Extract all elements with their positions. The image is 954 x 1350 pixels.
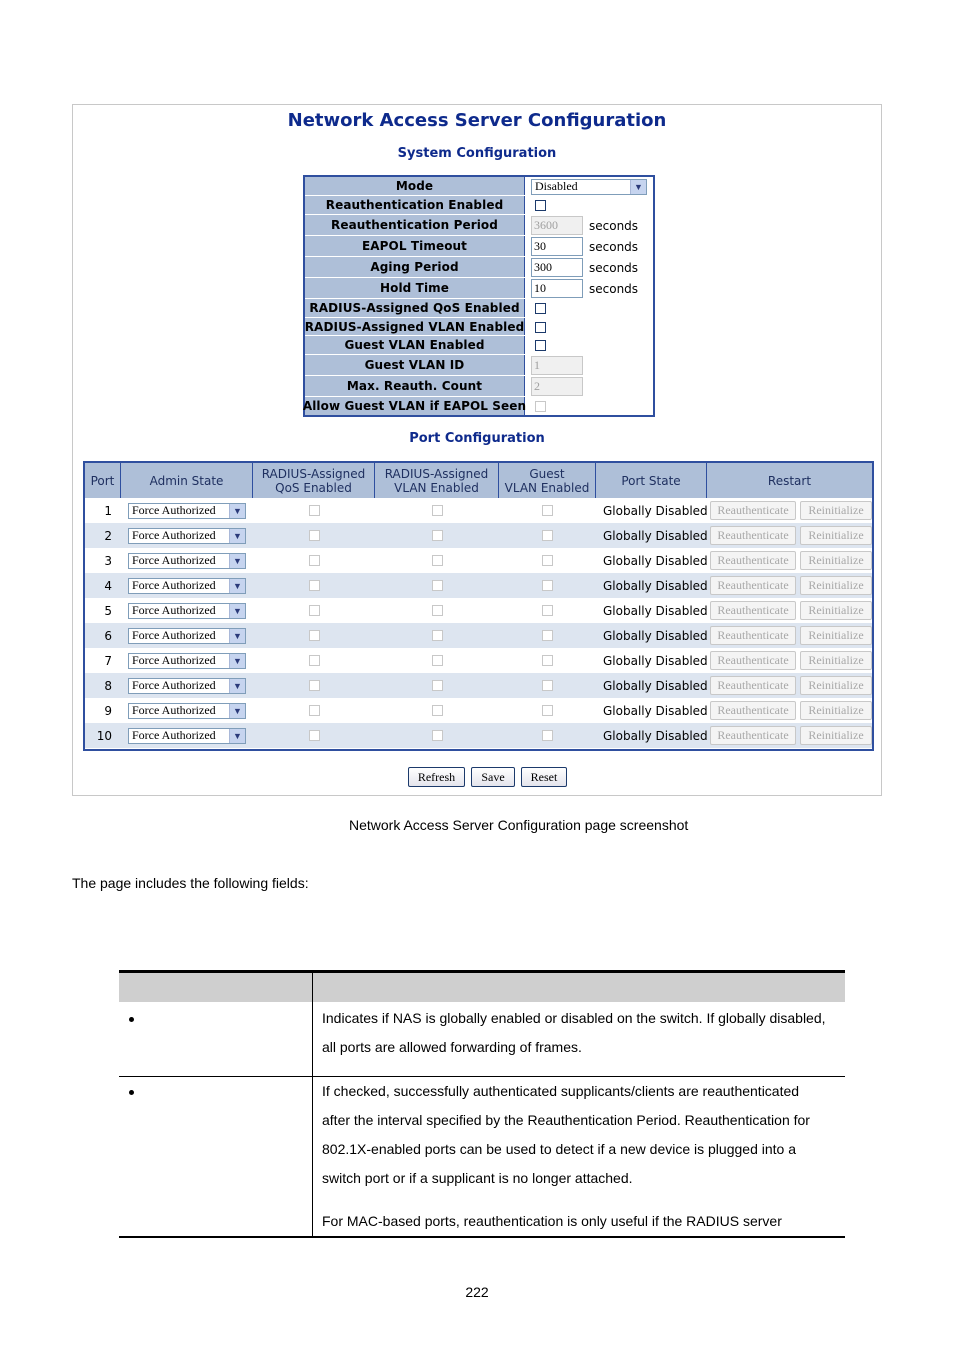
table-row: [85, 648, 872, 673]
chevron-down-icon: ▼: [229, 529, 245, 543]
guest-vlan-enabled-checkbox[interactable]: [535, 340, 546, 351]
port-number: 4: [104, 578, 112, 593]
admin-state-select[interactable]: [128, 678, 246, 694]
reauth-period-input[interactable]: 3600: [531, 216, 583, 235]
col-radius-qos-line1: RADIUS-Assigned: [261, 466, 366, 481]
radius-vlan-port-checkbox[interactable]: [432, 630, 443, 641]
guest-vlan-port-checkbox[interactable]: [542, 730, 553, 741]
reauthenticate-button[interactable]: Reauthenticate: [710, 501, 796, 520]
admin-state-value: Force Authorized: [132, 628, 216, 642]
col-admin-state: Admin State: [121, 463, 253, 498]
chevron-down-icon: ▼: [229, 604, 245, 618]
reauthenticate-button[interactable]: Reauthenticate: [710, 551, 796, 570]
max-reauth-row: [305, 376, 653, 397]
hold-time-unit: seconds: [589, 281, 639, 296]
port-number: 7: [104, 653, 112, 668]
radius-vlan-label: RADIUS-Assigned VLAN Enabled: [304, 319, 525, 334]
chevron-down-icon: ▼: [630, 180, 646, 194]
reinitialize-button[interactable]: Reinitialize: [800, 501, 872, 520]
col-radius-vlan-line2: VLAN Enabled: [394, 480, 479, 495]
port-state: Globally Disabled: [603, 653, 708, 668]
table-row: [85, 723, 872, 748]
radius-qos-port-checkbox[interactable]: [309, 605, 320, 616]
save-button[interactable]: Save: [471, 767, 515, 787]
reauthenticate-button[interactable]: Reauthenticate: [710, 626, 796, 645]
mode-select[interactable]: [531, 179, 647, 195]
port-number: 3: [104, 553, 112, 568]
desc-line: all ports are allowed forwarding of frames.: [322, 1039, 582, 1055]
system-config-heading: System Configuration: [397, 146, 557, 161]
port-state: Globally Disabled: [603, 678, 708, 693]
radius-vlan-checkbox[interactable]: [535, 322, 546, 333]
max-reauth-input[interactable]: 2: [531, 377, 583, 396]
col-radius-vlan-line1: RADIUS-Assigned: [384, 466, 489, 481]
system-config-table: [303, 175, 655, 417]
port-state: Globally Disabled: [603, 628, 708, 643]
aging-period-unit: seconds: [589, 260, 639, 275]
column-divider: [312, 970, 313, 1238]
refresh-button[interactable]: Refresh: [408, 767, 465, 787]
desc-line: 802.1X-enabled ports can be used to detect if a new device is plugged into a: [322, 1141, 796, 1157]
col-radius-qos: [253, 463, 375, 498]
chevron-down-icon: ▼: [229, 504, 245, 518]
eapol-timeout-row: [305, 236, 653, 257]
port-config-table: [83, 461, 874, 751]
guest-vlan-port-checkbox[interactable]: [542, 630, 553, 641]
field-desc-reauth: [322, 1077, 842, 1236]
port-number: 1: [104, 503, 112, 518]
port-state: Globally Disabled: [603, 703, 708, 718]
col-restart: Restart: [707, 463, 872, 498]
chevron-down-icon: ▼: [229, 729, 245, 743]
admin-state-value: Force Authorized: [132, 503, 216, 517]
chevron-down-icon: ▼: [229, 629, 245, 643]
page-number: 222: [465, 1284, 489, 1300]
radius-vlan-port-checkbox[interactable]: [432, 655, 443, 666]
aging-period-row: [305, 257, 653, 278]
bullet-icon: [129, 1017, 134, 1022]
desc-line: after the interval specified by the Reauthentication Period. Reauthentication for: [322, 1112, 810, 1128]
admin-state-select[interactable]: [128, 728, 246, 744]
reinitialize-button[interactable]: Reinitialize: [800, 526, 872, 545]
guest-vlan-id-input[interactable]: 1: [531, 356, 583, 375]
admin-state-value: Force Authorized: [132, 728, 216, 742]
mode-label: Mode: [305, 177, 525, 195]
reauth-enabled-checkbox[interactable]: [535, 200, 546, 211]
guest-vlan-id-label: Guest VLAN ID: [305, 355, 525, 375]
reauth-period-label: Reauthentication Period: [305, 215, 525, 235]
mode-select-value: Disabled: [535, 179, 578, 193]
port-config-heading: Port Configuration: [409, 431, 545, 446]
desc-line: Indicates if NAS is globally enabled or disabled on the switch. If globally disabled,: [322, 1010, 826, 1026]
radius-vlan-port-checkbox[interactable]: [432, 580, 443, 591]
col-guest-vlan: [499, 463, 596, 498]
port-state: Globally Disabled: [603, 603, 708, 618]
admin-state-select[interactable]: [128, 553, 246, 569]
nas-config-screenshot: [72, 104, 882, 796]
eapol-timeout-label: EAPOL Timeout: [305, 236, 525, 256]
hold-time-input[interactable]: 10: [531, 279, 583, 298]
radius-vlan-port-checkbox[interactable]: [432, 605, 443, 616]
desc-line: For MAC-based ports, reauthentication is only useful if the RADIUS server: [322, 1213, 782, 1229]
port-number: 10: [96, 728, 112, 743]
chevron-down-icon: ▼: [229, 679, 245, 693]
port-state: Globally Disabled: [603, 578, 708, 593]
chevron-down-icon: ▼: [229, 704, 245, 718]
reinitialize-button[interactable]: Reinitialize: [800, 701, 872, 720]
port-state: Globally Disabled: [603, 728, 708, 743]
radius-qos-port-checkbox[interactable]: [309, 705, 320, 716]
radius-qos-label: RADIUS-Assigned QoS Enabled: [305, 299, 525, 317]
admin-state-value: Force Authorized: [132, 578, 216, 592]
desc-line: If checked, successfully authenticated supplicants/clients are reauthenticated: [322, 1083, 800, 1099]
col-guest-vlan-line1: Guest: [529, 466, 565, 481]
radius-qos-port-checkbox[interactable]: [309, 580, 320, 591]
col-port-state: Port State: [596, 463, 707, 498]
admin-state-value: Force Authorized: [132, 653, 216, 667]
radius-qos-port-checkbox[interactable]: [309, 505, 320, 516]
reauthenticate-button[interactable]: Reauthenticate: [710, 651, 796, 670]
radius-qos-port-checkbox[interactable]: [309, 730, 320, 741]
radius-vlan-port-checkbox[interactable]: [432, 530, 443, 541]
reinitialize-button[interactable]: Reinitialize: [800, 651, 872, 670]
radius-qos-port-checkbox[interactable]: [309, 680, 320, 691]
col-port: Port: [85, 463, 121, 498]
radius-qos-port-checkbox[interactable]: [309, 555, 320, 566]
guest-vlan-port-checkbox[interactable]: [542, 705, 553, 716]
radius-vlan-row: [305, 318, 653, 336]
reauthenticate-button[interactable]: Reauthenticate: [710, 726, 796, 745]
reinitialize-button[interactable]: Reinitialize: [800, 626, 872, 645]
admin-state-select[interactable]: [128, 628, 246, 644]
table-row: [85, 548, 872, 573]
admin-state-select[interactable]: [128, 503, 246, 519]
reinitialize-button[interactable]: Reinitialize: [800, 551, 872, 570]
table-row: [85, 573, 872, 598]
port-number: 9: [104, 703, 112, 718]
mode-row: [305, 177, 653, 196]
reauthenticate-button[interactable]: Reauthenticate: [710, 676, 796, 695]
col-radius-qos-line2: QoS Enabled: [275, 480, 352, 495]
hold-time-label: Hold Time: [305, 278, 525, 298]
guest-vlan-port-checkbox[interactable]: [542, 605, 553, 616]
aging-period-input[interactable]: 300: [531, 258, 583, 277]
admin-state-select[interactable]: [128, 703, 246, 719]
guest-vlan-port-checkbox[interactable]: [542, 505, 553, 516]
admin-state-value: Force Authorized: [132, 678, 216, 692]
admin-state-value: Force Authorized: [132, 553, 216, 567]
guest-vlan-port-checkbox[interactable]: [542, 555, 553, 566]
fields-table-header: [119, 970, 845, 1002]
aging-period-label: Aging Period: [305, 257, 525, 277]
guest-vlan-enabled-label: Guest VLAN Enabled: [305, 336, 525, 354]
reauth-period-unit: seconds: [589, 218, 639, 233]
admin-state-select[interactable]: [128, 528, 246, 544]
radius-qos-port-checkbox[interactable]: [309, 655, 320, 666]
table-row: [85, 598, 872, 623]
port-state: Globally Disabled: [603, 528, 708, 543]
radius-qos-port-checkbox[interactable]: [309, 630, 320, 641]
table-row: [85, 673, 872, 698]
hold-time-row: [305, 278, 653, 299]
col-guest-vlan-line2: VLAN Enabled: [504, 480, 590, 495]
desc-line: switch port or if a supplicant is no longer attached.: [322, 1170, 633, 1186]
chevron-down-icon: ▼: [229, 579, 245, 593]
port-number: 8: [104, 678, 112, 693]
reauth-enabled-label: Reauthentication Enabled: [305, 196, 525, 214]
reauthenticate-button[interactable]: Reauthenticate: [710, 601, 796, 620]
table-bottom-rule: [119, 1236, 845, 1238]
guest-vlan-port-checkbox[interactable]: [542, 655, 553, 666]
table-row: [85, 698, 872, 723]
port-number: 6: [104, 628, 112, 643]
table-row: [85, 523, 872, 548]
max-reauth-label: Max. Reauth. Count: [305, 376, 525, 396]
fields-table: [119, 970, 845, 1240]
port-number: 5: [104, 603, 112, 618]
eapol-timeout-unit: seconds: [589, 239, 639, 254]
reauth-enabled-row: [305, 196, 653, 215]
port-state: Globally Disabled: [603, 503, 708, 518]
admin-state-select[interactable]: [128, 603, 246, 619]
reinitialize-button[interactable]: Reinitialize: [800, 576, 872, 595]
radius-qos-row: [305, 299, 653, 318]
screenshot-caption: Network Access Server Configuration page screenshot: [349, 817, 689, 833]
intro-text: The page includes the following fields:: [72, 875, 309, 891]
admin-state-value: Force Authorized: [132, 703, 216, 717]
guest-vlan-port-checkbox[interactable]: [542, 680, 553, 691]
guest-vlan-port-checkbox[interactable]: [542, 530, 553, 541]
reauth-period-row: [305, 215, 653, 236]
chevron-down-icon: ▼: [229, 654, 245, 668]
allow-guest-row: [302, 397, 653, 415]
radius-vlan-port-checkbox[interactable]: [432, 555, 443, 566]
reset-button[interactable]: Reset: [521, 767, 567, 787]
eapol-timeout-input[interactable]: 30: [531, 237, 583, 256]
guest-vlan-port-checkbox[interactable]: [542, 580, 553, 591]
reinitialize-button[interactable]: Reinitialize: [800, 676, 872, 695]
reinitialize-button[interactable]: Reinitialize: [800, 726, 872, 745]
chevron-down-icon: ▼: [229, 554, 245, 568]
reauthenticate-button[interactable]: Reauthenticate: [710, 526, 796, 545]
admin-state-value: Force Authorized: [132, 603, 216, 617]
admin-state-value: Force Authorized: [132, 528, 216, 542]
radius-qos-port-checkbox[interactable]: [309, 530, 320, 541]
col-radius-vlan: [375, 463, 499, 498]
reauthenticate-button[interactable]: Reauthenticate: [710, 701, 796, 720]
port-state: Globally Disabled: [603, 553, 708, 568]
guest-vlan-id-row: [305, 355, 653, 376]
port-number: 2: [104, 528, 112, 543]
radius-vlan-port-checkbox[interactable]: [432, 705, 443, 716]
radius-vlan-port-checkbox[interactable]: [432, 680, 443, 691]
bullet-icon: [129, 1090, 134, 1095]
allow-guest-checkbox[interactable]: [535, 401, 546, 412]
allow-guest-label: Allow Guest VLAN if EAPOL Seen: [302, 399, 527, 413]
reauthenticate-button[interactable]: Reauthenticate: [710, 576, 796, 595]
field-desc-mode: [322, 1004, 842, 1062]
radius-vlan-port-checkbox[interactable]: [432, 730, 443, 741]
radius-qos-checkbox[interactable]: [535, 303, 546, 314]
admin-state-select[interactable]: [128, 653, 246, 669]
reinitialize-button[interactable]: Reinitialize: [800, 601, 872, 620]
table-row: [85, 498, 872, 523]
radius-vlan-port-checkbox[interactable]: [432, 505, 443, 516]
table-row: [85, 623, 872, 648]
guest-vlan-enabled-row: [305, 336, 653, 355]
admin-state-select[interactable]: [128, 578, 246, 594]
page-title: Network Access Server Configuration: [287, 110, 667, 131]
